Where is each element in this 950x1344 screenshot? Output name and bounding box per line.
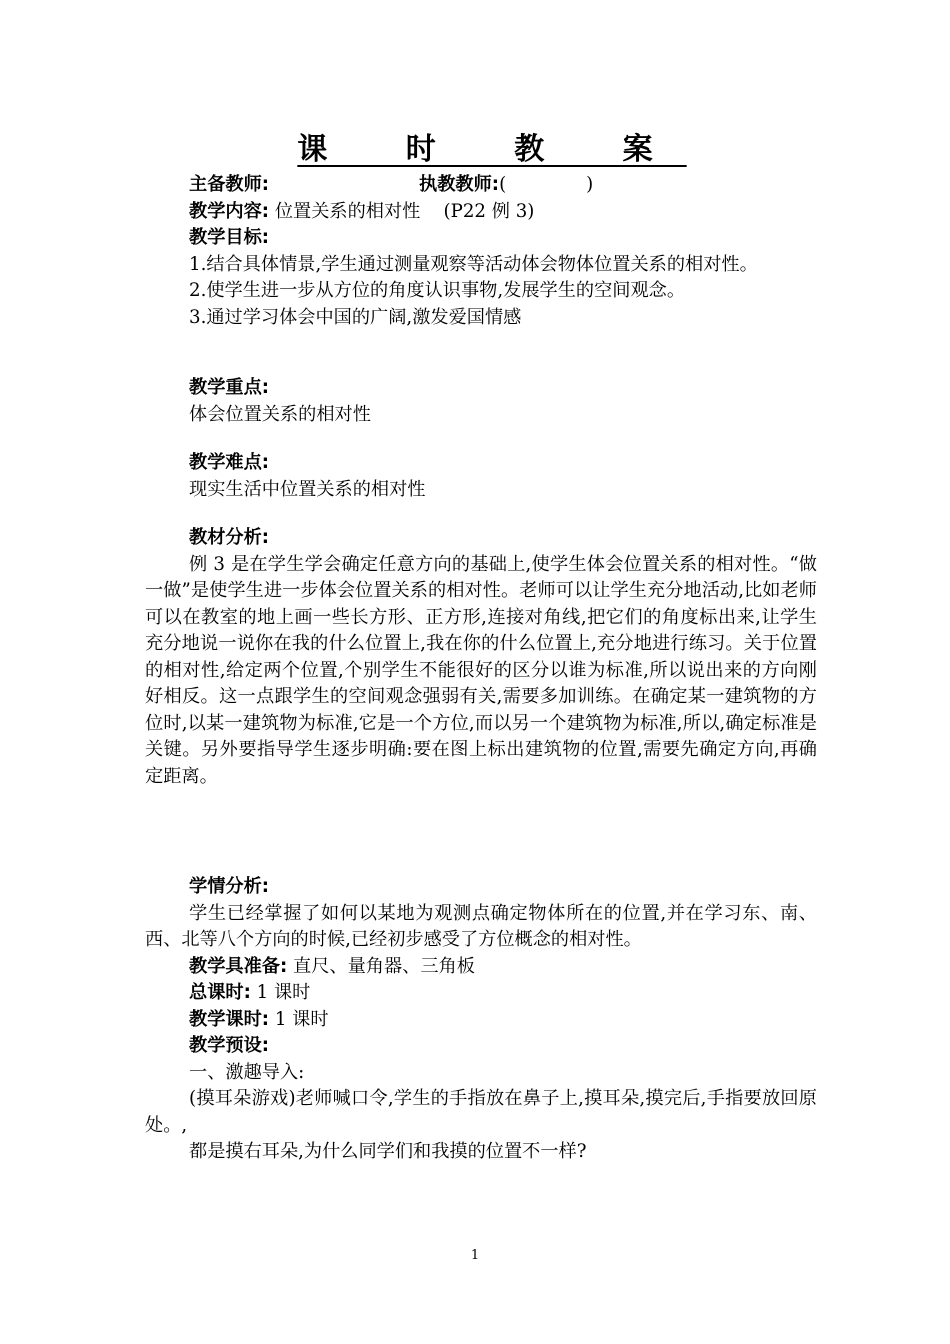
tools-value: 直尺、量角器、三角板 xyxy=(293,955,475,977)
total-hours-value: 1 课时 xyxy=(256,982,311,1003)
material-analysis-label: 教材分析: xyxy=(189,527,270,548)
student-analysis-text: 学生已经掌握了如何以某地为观测点确定物体所在的位置,并在学习东、南、西、北等八个方向的时候,已经初步感受了方位概念的相对性。 xyxy=(145,902,817,950)
content-ref: (P22 例 3) xyxy=(443,200,535,222)
total-hours-row xyxy=(145,980,817,1007)
content-value: 位置关系的相对性 xyxy=(274,200,421,222)
teacher-row xyxy=(145,172,817,199)
preset-paragraph: 都是摸右耳朵,为什么同学们和我摸的位置不一样? xyxy=(189,1141,587,1162)
material-analysis-heading xyxy=(145,525,817,552)
preset-section-title: 一、激趣导入: xyxy=(189,1061,305,1083)
student-analysis-heading xyxy=(145,874,817,901)
key-point-text: 体会位置关系的相对性 xyxy=(189,403,371,425)
goals-row xyxy=(145,225,817,252)
tools-row xyxy=(145,954,817,981)
preset-label: 教学预设: xyxy=(189,1035,270,1056)
key-point-heading xyxy=(145,375,817,402)
lead-teacher-label: 主备教师: xyxy=(189,174,270,195)
page-title: 课 时 教 案 xyxy=(297,132,687,167)
document-body xyxy=(145,172,817,1166)
teaching-teacher-open: ( xyxy=(499,174,507,195)
lesson-hours-row xyxy=(145,1007,817,1034)
goal-item: 3.通过学习体会中国的广阔,激发爱国情感 xyxy=(189,306,522,328)
key-point-label: 教学重点: xyxy=(189,377,270,398)
goal-item: 1.结合具体情景,学生通过测量观察等活动体会物体位置关系的相对性。 xyxy=(189,253,758,275)
student-analysis-label: 学情分析: xyxy=(189,876,270,897)
difficulty-text: 现实生活中位置关系的相对性 xyxy=(189,478,426,500)
lesson-hours-value: 1 课时 xyxy=(274,1008,329,1030)
teaching-teacher-close: ) xyxy=(586,174,594,195)
goals-label: 教学目标: xyxy=(189,227,270,248)
teaching-teacher-label: 执教教师: xyxy=(419,174,500,195)
difficulty-label: 教学难点: xyxy=(189,452,270,473)
content-label: 教学内容: xyxy=(189,200,270,222)
total-hours-label: 总课时: xyxy=(189,982,251,1003)
material-analysis-text: 例 3 是在学生学会确定任意方向的基础上,使学生体会位置关系的相对性。“做一做”是使学生进一步体会位置关系的相对性。老师可以让学生充分地活动,比如老师可以在教室的地上画一些长方形、正方形,连接对角线,把它们的角度标出来,让学生充分地说一说你在我的什么位置上,我在你的什么位置上,充分地进行练习。关于位置的相对性,给定两个位置,个别学生不能很好的区分以谁为标准,所以说出来的方向刚好相反。这一点跟学生的空间观念强弱有关,需要多加训练。在确定某一建筑物的方位时,以某一建筑物为标准,它是一个方位,而以另一个建筑物为标准,所以,确定标准是关键。另外要指导学生逐步明确:要在图上标出建筑物的位置,需要先确定方向,再确定距离。 xyxy=(145,553,817,787)
tools-label: 教学具准备: xyxy=(189,955,288,977)
page-number: 1 xyxy=(470,1248,480,1263)
lesson-hours-label: 教学课时: xyxy=(189,1008,270,1030)
content-row xyxy=(145,199,817,226)
difficulty-heading xyxy=(145,450,817,477)
preset-heading xyxy=(145,1033,817,1060)
preset-paragraph: (摸耳朵游戏)老师喊口令,学生的手指放在鼻子上,摸耳朵,摸完后,手指要放回原处。, xyxy=(145,1088,817,1136)
goal-item: 2.使学生进一步从方位的角度认识事物,发展学生的空间观念。 xyxy=(189,280,686,301)
